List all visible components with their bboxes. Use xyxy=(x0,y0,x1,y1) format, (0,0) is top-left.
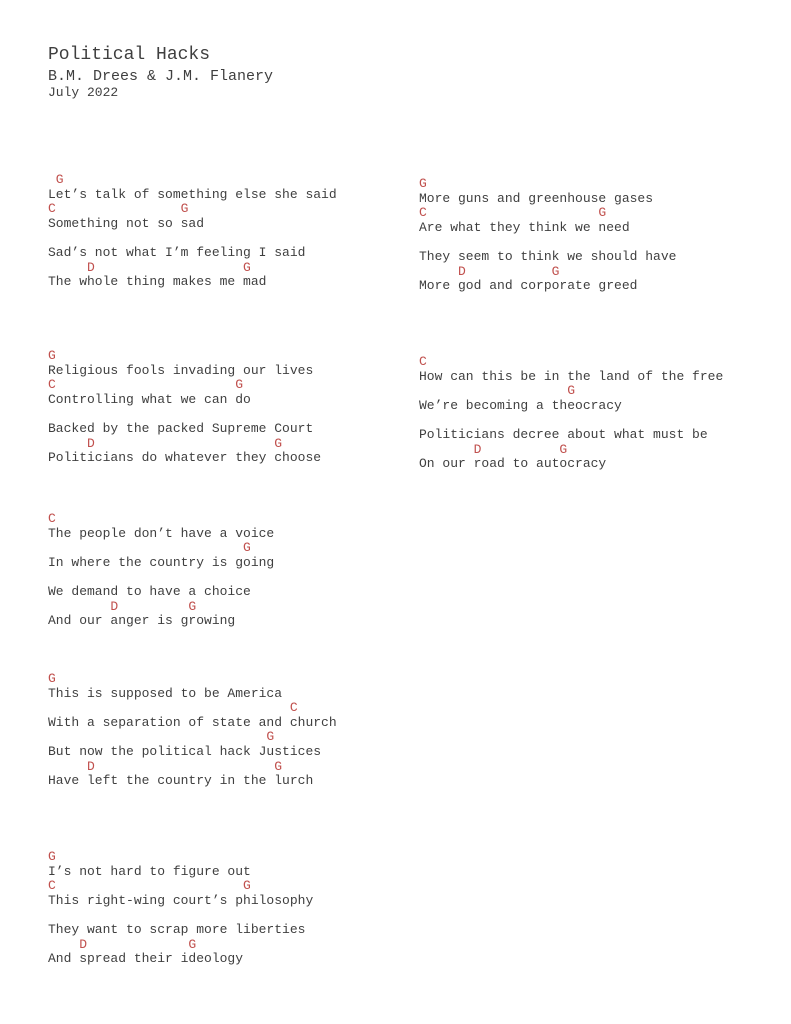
lyric-line: In where the country is going xyxy=(48,554,275,570)
chord-line: G xyxy=(48,729,275,745)
blank-line xyxy=(48,570,274,585)
chord-line: D G xyxy=(48,936,197,952)
chord-line: G xyxy=(48,671,56,686)
lyric-line: Politicians decree about what must be xyxy=(419,426,708,442)
song-date: July 2022 xyxy=(48,85,119,100)
lyric-line: And our anger is growing xyxy=(48,613,236,629)
chord-line: D G xyxy=(48,259,251,275)
verse-2-right xyxy=(419,355,723,472)
lyric-line: With a separation of state and church xyxy=(48,714,337,730)
lyric-line: The people don’t have a voice xyxy=(48,525,275,541)
blank-line xyxy=(419,413,723,428)
verse-4-left xyxy=(48,672,337,789)
lyric-line: Something not so sad xyxy=(48,215,205,231)
lyric-line: More guns and greenhouse gases xyxy=(419,190,654,206)
lyric-line: They seem to think we should have xyxy=(419,248,677,264)
lyric-line: But now the political hack Justices xyxy=(48,743,322,759)
lyric-line: Are what they think we need xyxy=(419,219,630,235)
lyric-line: This right-wing court’s philosophy xyxy=(48,892,314,908)
lyric-line: More god and corporate greed xyxy=(419,278,638,294)
chord-line: D G xyxy=(419,441,568,457)
lyric-line: We demand to have a choice xyxy=(48,583,251,599)
blank-line xyxy=(48,908,313,923)
chord-line: C G xyxy=(48,377,244,393)
chord-line: G xyxy=(48,540,251,556)
verse-3-left xyxy=(48,512,274,629)
page-title: Political Hacks xyxy=(48,45,211,65)
chord-line: G xyxy=(419,383,576,399)
chord-line: C xyxy=(48,511,56,526)
blank-line xyxy=(419,235,676,250)
verse-5-left xyxy=(48,850,313,967)
chord-line: G xyxy=(48,172,64,187)
blank-line xyxy=(48,231,337,246)
chord-line: G xyxy=(419,176,427,191)
lyric-line: This is supposed to be America xyxy=(48,685,283,701)
chord-line: D G xyxy=(48,598,197,614)
blank-line xyxy=(48,407,321,422)
lyric-line: We’re becoming a theocracy xyxy=(419,397,622,413)
lyric-line: Sad’s not what I’m feeling I said xyxy=(48,244,306,260)
chord-line: C G xyxy=(419,205,607,221)
lyric-line: And spread their ideology xyxy=(48,951,244,967)
lyric-line: Controlling what we can do xyxy=(48,391,251,407)
chord-line: C G xyxy=(48,201,189,217)
lyric-line: How can this be in the land of the free xyxy=(419,368,724,384)
lyric-line: Politicians do whatever they choose xyxy=(48,450,322,466)
lyric-line: The whole thing makes me mad xyxy=(48,274,267,290)
verse-1-left xyxy=(48,173,337,290)
chord-line: D G xyxy=(48,435,283,451)
chord-line: C xyxy=(48,700,298,716)
chord-line: G xyxy=(48,849,56,864)
lyric-line: Have left the country in the lurch xyxy=(48,773,314,789)
song-authors: B.M. Drees & J.M. Flanery xyxy=(48,68,274,85)
lyric-line: Let’s talk of something else she said xyxy=(48,186,337,202)
chord-line: G xyxy=(48,348,56,363)
verse-2-left xyxy=(48,349,321,466)
lyric-line: Backed by the packed Supreme Court xyxy=(48,420,314,436)
chord-line: C G xyxy=(48,878,251,894)
lyric-line: I’s not hard to figure out xyxy=(48,863,251,879)
lyric-line: Religious fools invading our lives xyxy=(48,362,314,378)
lyric-line: They want to scrap more liberties xyxy=(48,921,306,937)
chord-line: C xyxy=(419,354,427,369)
verse-1-right xyxy=(419,177,676,294)
chord-line: D G xyxy=(419,263,560,279)
chord-line: D G xyxy=(48,758,283,774)
lyric-line: On our road to autocracy xyxy=(419,456,607,472)
